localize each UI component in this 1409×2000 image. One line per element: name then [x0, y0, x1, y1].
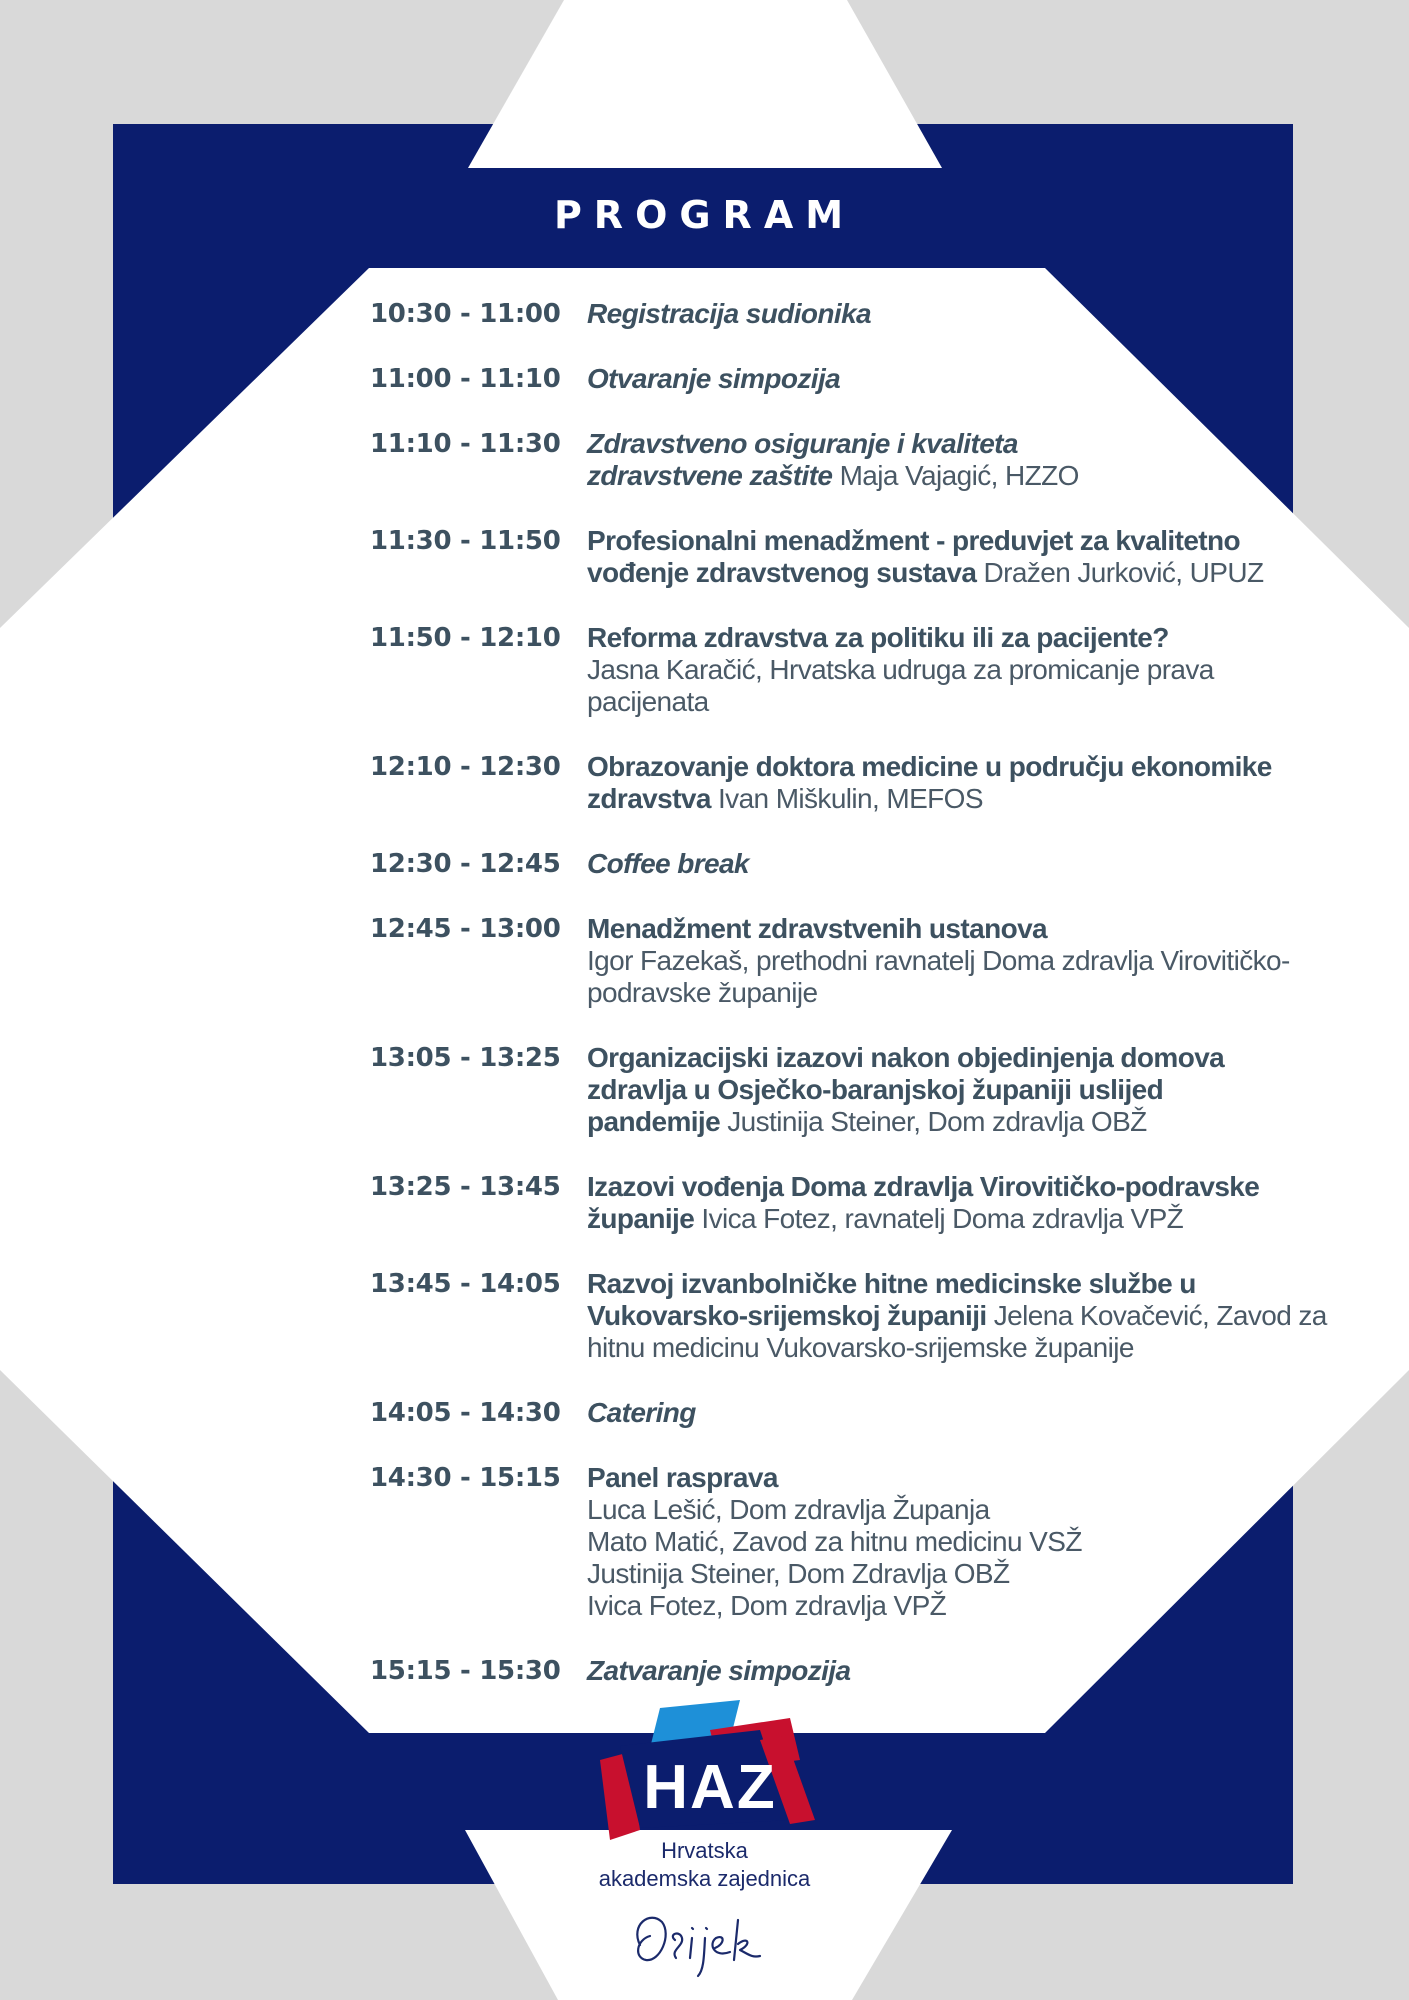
- time-slot: 14:05 - 14:30: [370, 1398, 561, 1428]
- time-slot: 11:10 - 11:30: [370, 429, 561, 459]
- session-title: Registracija sudionika: [587, 298, 872, 329]
- session-speaker: Ivan Miškulin, MEFOS: [717, 783, 983, 814]
- org-name-line2: akademska zajednica: [598, 1866, 811, 1891]
- session-speaker: Jelena Kovačević, Zavod za hitnu medicinu Vukovarsko-srijemske županije: [587, 1300, 1327, 1363]
- logo-text: HAZ: [643, 1753, 777, 1822]
- panelist: Luca Lešić, Dom zdravlja Županja: [587, 1494, 990, 1525]
- time-slot: 12:30 - 12:45: [370, 849, 561, 879]
- session-content: [587, 525, 1330, 589]
- schedule-row: [370, 751, 1330, 815]
- schedule-row: [370, 622, 1330, 718]
- panelist: Justinija Steiner, Dom Zdravlja OBŽ: [587, 1558, 1010, 1589]
- session-speaker: Justinija Steiner, Dom zdravlja OBŽ: [727, 1106, 1147, 1137]
- schedule-row: [370, 1462, 1330, 1622]
- schedule-row: [370, 298, 1330, 330]
- panelist: Ivica Fotez, Dom zdravlja VPŽ: [587, 1590, 947, 1621]
- time-slot: 13:45 - 14:05: [370, 1269, 561, 1299]
- schedule-row: [370, 525, 1330, 589]
- schedule-row: [370, 363, 1330, 395]
- time-slot: 11:30 - 11:50: [370, 526, 561, 556]
- session-content: [587, 1655, 1330, 1687]
- session-speaker: Dražen Jurković, UPUZ: [983, 557, 1264, 588]
- session-title: Catering: [587, 1397, 696, 1428]
- session-title: Reforma zdravstva za politiku ili za pacijente?: [587, 622, 1169, 653]
- time-slot: 14:30 - 15:15: [370, 1463, 561, 1493]
- schedule-row: [370, 848, 1330, 880]
- session-title: Panel rasprava: [587, 1462, 778, 1493]
- session-content: [587, 428, 1330, 492]
- schedule-row: [370, 1397, 1330, 1429]
- session-title: Coffee break: [587, 848, 749, 879]
- session-title: Izazovi vođenja Doma zdravlja Virovitičko-podravske županije: [587, 1171, 1260, 1234]
- session-content: [587, 363, 1330, 395]
- schedule-list: [370, 298, 1330, 1720]
- session-content: [587, 1397, 1330, 1429]
- session-title: Profesionalni menadžment - preduvjet za kvalitetno vođenje zdravstvenog sustava: [587, 525, 1241, 588]
- time-slot: 10:30 - 11:00: [370, 299, 561, 329]
- schedule-row: [370, 1268, 1330, 1364]
- session-title: Zdravstveno osiguranje i kvaliteta zdravstvene zaštite: [587, 428, 1018, 491]
- org-name-line1: Hrvatska: [661, 1838, 748, 1863]
- schedule-row: [370, 1042, 1330, 1138]
- session-speaker: Maja Vajagić, HZZO: [839, 460, 1079, 491]
- schedule-row: [370, 913, 1330, 1009]
- session-content: [587, 1171, 1330, 1235]
- session-content: [587, 751, 1330, 815]
- session-content: [587, 298, 1330, 330]
- time-slot: 12:45 - 13:00: [370, 914, 561, 944]
- session-title: Otvaranje simpozija: [587, 363, 841, 394]
- session-content: [587, 622, 1330, 718]
- schedule-row: [370, 428, 1330, 492]
- session-speaker: Ivica Fotez, ravnatelj Doma zdravlja VPŽ: [701, 1203, 1184, 1234]
- session-speaker: Igor Fazekaš, prethodni ravnatelj Doma zdravlja Virovitičko-podravske županije: [587, 945, 1290, 1008]
- time-slot: 12:10 - 12:30: [370, 752, 561, 782]
- session-content: [587, 913, 1330, 1009]
- time-slot: 13:25 - 13:45: [370, 1172, 561, 1202]
- time-slot: 15:15 - 15:30: [370, 1656, 561, 1686]
- session-title: Razvoj izvanbolničke hitne medicinske službe u Vukovarsko-srijemskoj županiji: [587, 1268, 1196, 1331]
- session-speaker: Jasna Karačić, Hrvatska udruga za promicanje prava pacijenata: [587, 654, 1214, 717]
- session-content: [587, 848, 1330, 880]
- schedule-row: [370, 1171, 1330, 1235]
- session-title: Organizacijski izazovi nakon objedinjenja domova zdravlja u Osječko-baranjskoj županiji uslijed pandemije: [587, 1042, 1225, 1137]
- session-title: Obrazovanje doktora medicine u području ekonomike zdravstva: [587, 751, 1272, 814]
- session-title: Menadžment zdravstvenih ustanova: [587, 913, 1048, 944]
- time-slot: 11:00 - 11:10: [370, 364, 561, 394]
- session-content: [587, 1268, 1330, 1364]
- schedule-row: [370, 1655, 1330, 1687]
- session-content: [587, 1042, 1330, 1138]
- page-title: PROGRAM: [553, 193, 856, 237]
- time-slot: 13:05 - 13:25: [370, 1043, 561, 1073]
- time-slot: 11:50 - 12:10: [370, 623, 561, 653]
- session-title: Zatvaranje simpozija: [587, 1655, 851, 1686]
- osijek-signature: [620, 1900, 790, 1980]
- panelist: Mato Matić, Zavod za hitnu medicinu VSŽ: [587, 1526, 1082, 1557]
- session-content: [587, 1462, 1330, 1622]
